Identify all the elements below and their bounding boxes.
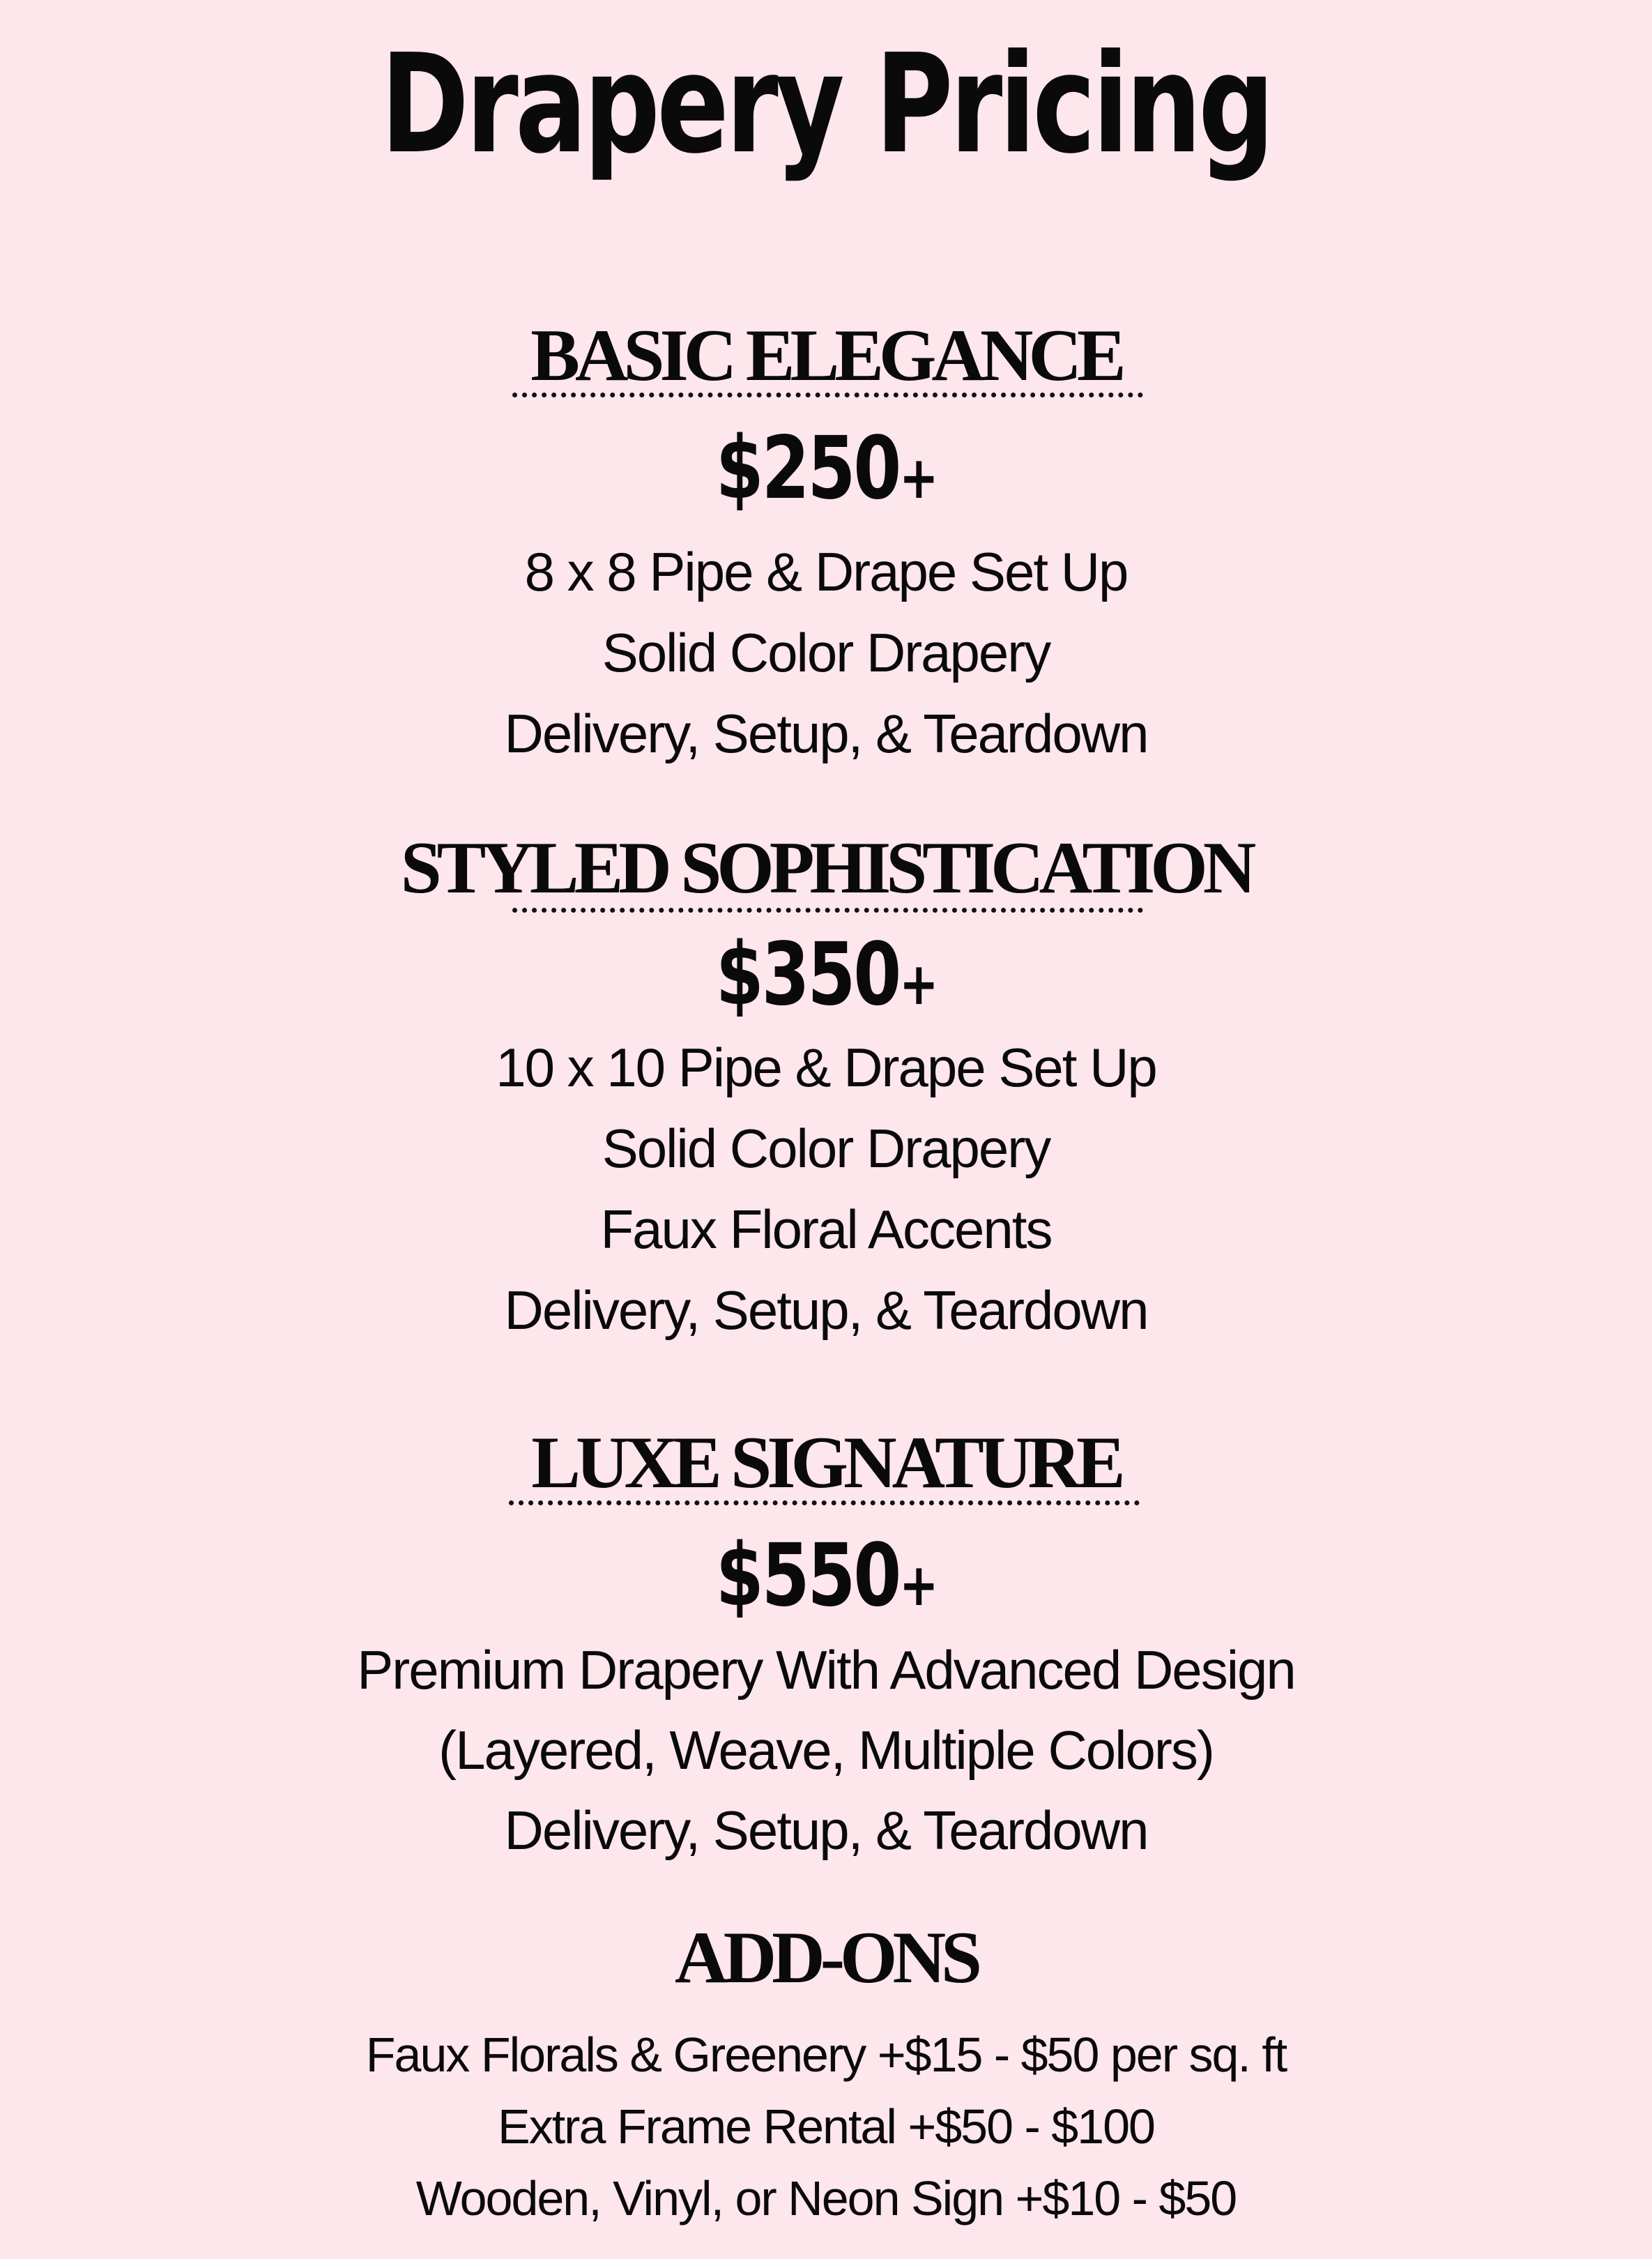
package-basic-elegance-name: BASIC ELEGANCE <box>530 314 1122 396</box>
package-styled-sophistication-feature: 10 x 10 Pipe & Drape Set Up <box>496 1037 1156 1098</box>
addon-item: Extra Frame Rental +$50 - $100 <box>498 2099 1154 2154</box>
package-luxe-signature-feature: Delivery, Setup, & Teardown <box>504 1800 1148 1861</box>
price-suffix: + <box>899 950 937 1018</box>
package-luxe-signature-feature: Premium Drapery With Advanced Design <box>357 1639 1295 1701</box>
addon-item: Wooden, Vinyl, or Neon Sign +$10 - $50 <box>415 2171 1237 2226</box>
package-styled-sophistication-name: STYLED SOPHISTICATION <box>400 827 1252 908</box>
package-styled-sophistication-divider <box>512 908 1143 913</box>
package-basic-elegance-price <box>165 416 1487 530</box>
package-basic-elegance-feature: Delivery, Setup, & Teardown <box>504 703 1148 764</box>
addon-item: Faux Florals & Greenery +$15 - $50 per sq. ft <box>365 2028 1287 2082</box>
price-value: $550 <box>715 1526 900 1626</box>
package-basic-elegance-divider <box>512 393 1143 397</box>
package-luxe-signature-price <box>165 1523 1487 1637</box>
package-styled-sophistication-price <box>165 922 1487 1036</box>
package-basic-elegance-feature: Solid Color Drapery <box>602 622 1050 683</box>
package-styled-sophistication-feature: Solid Color Drapery <box>602 1118 1050 1179</box>
package-basic-elegance-feature: 8 x 8 Pipe & Drape Set Up <box>524 541 1128 602</box>
package-luxe-signature-feature: (Layered, Weave, Multiple Colors) <box>438 1719 1214 1781</box>
price-value: $350 <box>715 925 900 1025</box>
price-suffix: + <box>899 1551 937 1619</box>
page-title: Drapery Pricing <box>381 25 1271 184</box>
package-styled-sophistication-feature: Delivery, Setup, & Teardown <box>504 1279 1148 1341</box>
addons-heading: ADD-ONS <box>675 1917 977 1998</box>
package-styled-sophistication-feature: Faux Floral Accents <box>600 1199 1052 1260</box>
price-suffix: + <box>899 443 937 512</box>
price-value: $250 <box>715 418 900 519</box>
package-luxe-signature-name: LUXE SIGNATURE <box>531 1422 1121 1503</box>
package-luxe-signature-divider <box>509 1500 1140 1505</box>
